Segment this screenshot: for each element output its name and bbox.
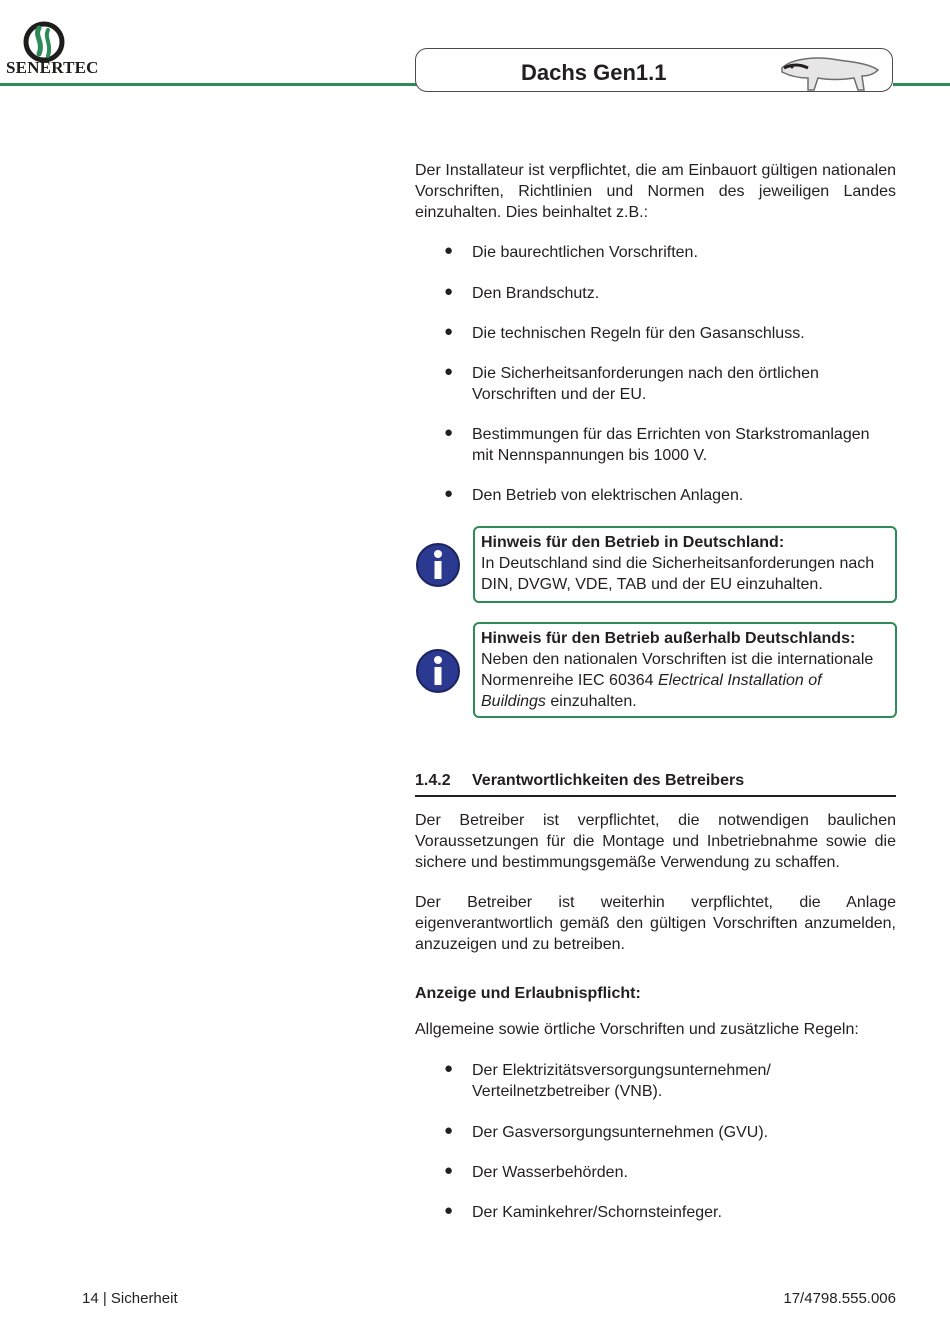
- note-text: Neben den nationalen Vorschriften ist die internationale Normenreihe IEC 60364 Electrical Installation of Buildings einzuhalten.: [481, 651, 874, 710]
- header-rule-left: [0, 83, 420, 86]
- section-paragraph: Der Betreiber ist verpflichtet, die notwendigen baulichen Voraussetzungen für die Montage und Inbetriebnahme sowie die sichere und bestimmungsgemäße Verwendung zu schaffen.: [415, 812, 896, 871]
- badger-icon: [778, 50, 882, 94]
- bullet-icon: ●: [444, 424, 454, 441]
- standard-title: Electrical Installation of Buildings: [481, 672, 822, 710]
- note-title: Hinweis für den Betrieb außerhalb Deutschlands:: [481, 630, 856, 647]
- list-item: Der Kaminkehrer/Schornsteinfeger.: [472, 1204, 722, 1221]
- section-paragraph: Der Betreiber ist weiterhin verpflichtet, die Anlage eigenverantwortlich gemäß den gültigen Vorschriften anzumelden, anzuzeigen und zu betreiben.: [415, 894, 896, 953]
- section-heading: [415, 772, 896, 790]
- info-icon: [415, 542, 461, 588]
- bullet-icon: ●: [444, 1162, 454, 1179]
- bullet-icon: ●: [444, 242, 454, 259]
- list-item: Der Elektrizitätsversorgungsunternehmen/ Verteilnetzbetreiber (VNB).: [472, 1062, 771, 1100]
- note-box-germany: [473, 526, 897, 603]
- note-text: In Deutschland sind die Sicherheitsanforderungen nach DIN, DVGW, VDE, TAB und der EU einzuhalten.: [481, 555, 875, 593]
- list-item: Bestimmungen für das Errichten von Starkstromanlagen mit Nennspannungen bis 1000 V.: [472, 426, 870, 464]
- bullet-icon: ●: [444, 1202, 454, 1219]
- list-item: Die Sicherheitsanforderungen nach den örtlichen Vorschriften und der EU.: [472, 365, 819, 403]
- lead-paragraph: Allgemeine sowie örtliche Vorschriften und zusätzliche Regeln:: [415, 1021, 859, 1038]
- list-item: Den Brandschutz.: [472, 285, 600, 302]
- footer-page-label: 14 | Sicherheit: [82, 1290, 178, 1307]
- bullet-icon: ●: [444, 283, 454, 300]
- list-item: Den Betrieb von elektrischen Anlagen.: [472, 487, 744, 504]
- list-item: Der Wasserbehörden.: [472, 1164, 628, 1181]
- bullet-icon: ●: [444, 363, 454, 380]
- bullet-icon: ●: [444, 485, 454, 502]
- footer-doc-number: 17/4798.555.006: [783, 1290, 896, 1307]
- list-item: Die baurechtlichen Vorschriften.: [472, 244, 698, 261]
- section-rule: [415, 795, 896, 797]
- brand-wordmark: SENERTEC: [6, 58, 99, 77]
- bullet-icon: ●: [444, 1122, 454, 1139]
- section-title: Verantwortlichkeiten des Betreibers: [472, 772, 745, 789]
- note-title: Hinweis für den Betrieb in Deutschland:: [481, 534, 785, 551]
- note-box-international: [473, 622, 897, 718]
- list-item: Der Gasversorgungsunternehmen (GVU).: [472, 1124, 769, 1141]
- subheading: Anzeige und Erlaubnispflicht:: [415, 985, 641, 1002]
- page-title: Dachs Gen1.1: [521, 60, 667, 85]
- bullet-icon: ●: [444, 323, 454, 340]
- section-number: 1.4.2: [415, 772, 451, 789]
- intro-paragraph: Der Installateur ist verpflichtet, die am Einbauort gültigen nationalen Vorschriften, Richtlinien und Normen des jeweiligen Landes einzuhalten. Dies beinhaltet z.B.:: [415, 162, 896, 221]
- bullet-icon: ●: [444, 1060, 454, 1077]
- info-icon: [415, 648, 461, 694]
- list-item: Die technischen Regeln für den Gasanschluss.: [472, 325, 805, 342]
- header-rule-right: [893, 83, 950, 86]
